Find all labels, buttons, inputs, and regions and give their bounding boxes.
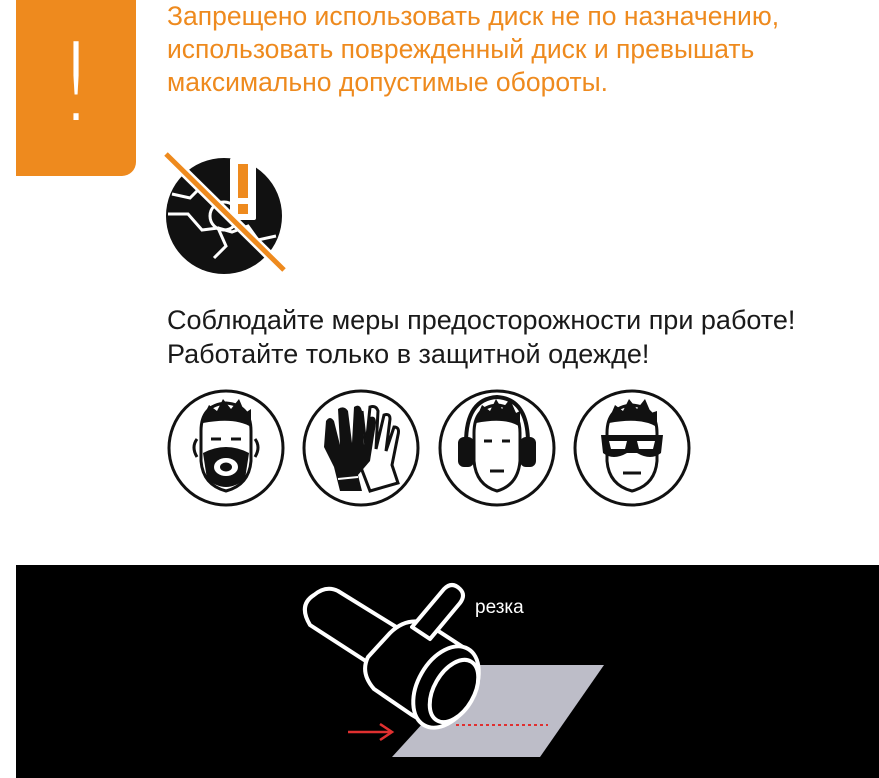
- warning-tab: [16, 0, 136, 176]
- safety-goggles-icon: [571, 387, 693, 509]
- angle-grinder-cutting-icon: [16, 565, 879, 778]
- damaged-disc-prohibited-icon: [158, 150, 292, 274]
- cut-label: резка: [475, 597, 524, 618]
- ear-protection-icon: [436, 387, 558, 509]
- cutting-illustration-panel: [16, 565, 879, 778]
- protective-gloves-icon: [300, 387, 422, 509]
- respirator-mask-icon: [165, 387, 287, 509]
- exclamation-icon: !: [54, 21, 98, 146]
- safety-text: Соблюдайте меры предосторожности при работе! Работайте только в защитной одежде!: [167, 305, 796, 369]
- warning-text: Запрещено использовать диск не по назначению, использовать поврежденный диск и превышать максимально допустимые обороты.: [167, 1, 780, 97]
